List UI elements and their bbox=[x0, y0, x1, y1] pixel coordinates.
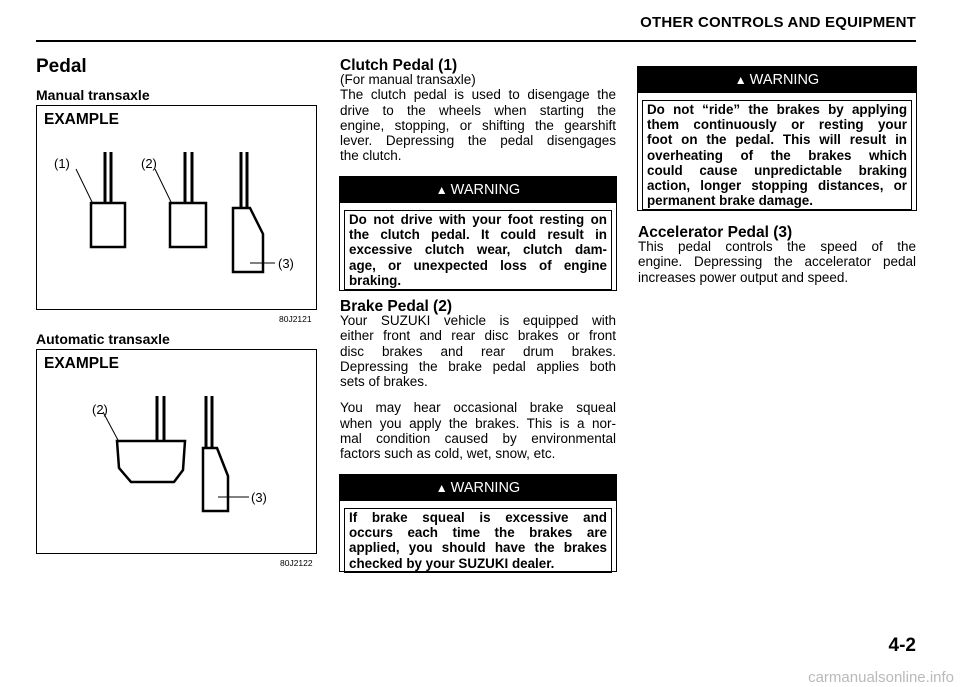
figure-example-label: EXAMPLE bbox=[44, 355, 119, 372]
text-line: Depressing the brake pedal applies both bbox=[340, 358, 616, 374]
text-line: applied, you should have the brakes bbox=[349, 540, 607, 556]
text-line: sets of brakes. bbox=[340, 374, 428, 390]
text-line: them continuously or resting your bbox=[647, 117, 907, 133]
text-line: either front and rear disc brakes or front bbox=[340, 328, 616, 344]
automatic-transaxle-figure bbox=[36, 349, 317, 554]
manual-transaxle-subtitle: Manual transaxle bbox=[36, 87, 150, 103]
warning-label: WARNING bbox=[450, 480, 521, 496]
manual-pedals-illustration bbox=[37, 106, 316, 309]
header-rule bbox=[36, 40, 916, 42]
warning-triangle-icon: ▲ bbox=[435, 183, 448, 197]
running-header: OTHER CONTROLS AND EQUIPMENT bbox=[640, 14, 916, 31]
callout-3: (3) bbox=[251, 490, 267, 505]
text-line: when you apply the brakes. This is a nor- bbox=[340, 415, 616, 431]
text-line: Do not drive with your foot resting on bbox=[349, 212, 607, 227]
brake-pedal-title: Brake Pedal (2) bbox=[340, 298, 452, 315]
warning-box-ride-brakes bbox=[637, 66, 917, 211]
warning-header bbox=[638, 67, 916, 93]
text-line: If brake squeal is excessive and bbox=[349, 510, 607, 525]
warning-header bbox=[340, 177, 616, 203]
text-line: engine. Depressing the accelerator pedal bbox=[638, 254, 916, 270]
text-line: occurs each time the brakes are bbox=[349, 525, 607, 541]
text-line: This pedal controls the speed of the bbox=[638, 239, 916, 254]
manual-transaxle-figure bbox=[36, 105, 317, 310]
text-line: excessive clutch wear, clutch dam- bbox=[349, 242, 607, 258]
clutch-pedal-text bbox=[340, 72, 616, 164]
text-line: permanent brake damage. bbox=[647, 193, 813, 209]
warning-box-brake-squeal bbox=[339, 474, 617, 572]
callout-2: (2) bbox=[141, 156, 157, 171]
text-line: mal condition caused by environmental bbox=[340, 431, 616, 447]
warning-text bbox=[642, 100, 912, 210]
text-line: could cause unpredictable braking bbox=[647, 162, 907, 178]
text-line: factors such as cold, wet, snow, etc. bbox=[340, 446, 556, 462]
text-line: (For manual transaxle) bbox=[340, 72, 476, 87]
text-line: You may hear occasional brake squeal bbox=[340, 400, 616, 416]
text-line: age, or unexpected loss of engine bbox=[349, 257, 607, 273]
warning-box-clutch bbox=[339, 176, 617, 291]
warning-text bbox=[344, 508, 612, 573]
text-line: Do not “ride” the brakes by applying bbox=[647, 102, 907, 117]
page-number: 4-2 bbox=[888, 635, 916, 656]
figure-code: 80J2122 bbox=[280, 558, 313, 568]
brake-pedal-text bbox=[340, 313, 616, 462]
warning-triangle-icon: ▲ bbox=[435, 481, 448, 495]
text-line: Your SUZUKI vehicle is equipped with bbox=[340, 313, 616, 328]
callout-3: (3) bbox=[278, 256, 294, 271]
automatic-transaxle-subtitle: Automatic transaxle bbox=[36, 331, 170, 347]
callout-1: (1) bbox=[54, 156, 70, 171]
text-line: The clutch pedal is used to disengage the bbox=[340, 87, 616, 103]
text-line: drive to the wheels when starting the bbox=[340, 102, 616, 118]
text-line: checked by your SUZUKI dealer. bbox=[349, 555, 555, 571]
warning-label: WARNING bbox=[450, 182, 521, 198]
text-line: foot on the pedal. This will result in bbox=[647, 132, 907, 148]
text-line: the clutch pedal. It could result in bbox=[349, 227, 607, 243]
section-title: Pedal bbox=[36, 56, 87, 77]
figure-example-label: EXAMPLE bbox=[44, 111, 119, 128]
text-line: increases power output and speed. bbox=[638, 269, 849, 285]
text-line: the clutch. bbox=[340, 148, 402, 164]
accelerator-pedal-title: Accelerator Pedal (3) bbox=[638, 224, 793, 241]
text-line: engine, stopping, or shifting the gearshift bbox=[340, 117, 616, 133]
text-line: disc brakes and rear drum brakes. bbox=[340, 343, 616, 359]
text-line: overheating of the brakes which bbox=[647, 147, 907, 163]
clutch-pedal-title: Clutch Pedal (1) bbox=[340, 57, 458, 74]
callout-2: (2) bbox=[92, 402, 108, 417]
accelerator-pedal-text bbox=[638, 239, 916, 285]
figure-code: 80J2121 bbox=[279, 314, 312, 324]
footer-watermark: carmanualsonline.info bbox=[808, 669, 954, 686]
warning-triangle-icon: ▲ bbox=[734, 73, 747, 87]
warning-label: WARNING bbox=[749, 72, 820, 88]
text-line: action, longer stopping distances, or bbox=[647, 178, 907, 194]
text-line: braking. bbox=[349, 272, 402, 288]
text-line: lever. Depressing the pedal disengages bbox=[340, 133, 616, 149]
warning-header bbox=[340, 475, 616, 501]
warning-text bbox=[344, 210, 612, 290]
automatic-pedals-illustration bbox=[37, 350, 316, 553]
